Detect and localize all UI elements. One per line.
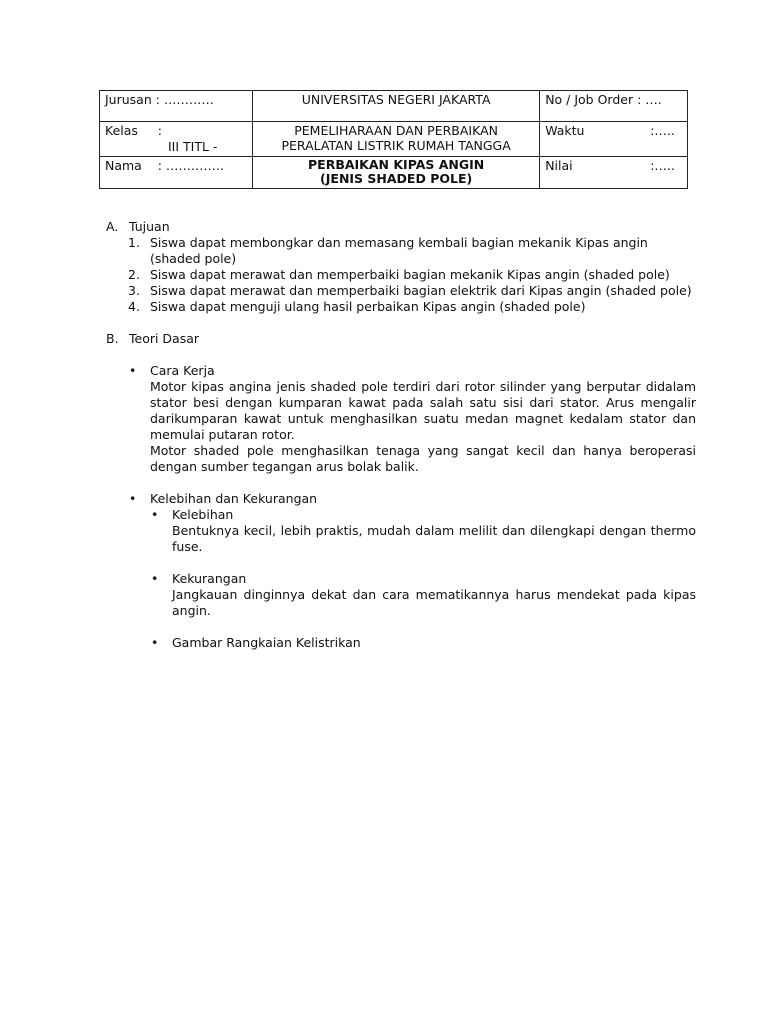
kelebihan-kekurangan-item	[128, 491, 696, 651]
objective-item-3	[128, 283, 696, 299]
section-b-title: Teori Dasar	[129, 331, 200, 346]
kelas-cell	[100, 122, 253, 157]
job-order-text: No / Job Order : ….	[545, 92, 662, 107]
kelebihan-item	[150, 507, 696, 555]
title-line2: (JENIS SHADED POLE)	[320, 171, 473, 186]
gambar-title: Gambar Rangkaian Kelistrikan	[172, 635, 361, 650]
course-line2: PERALATAN LISTRIK RUMAH TANGGA	[281, 138, 511, 153]
document-body	[106, 219, 696, 651]
kelas-label: Kelas :	[105, 123, 162, 138]
kekurangan-title: Kekurangan	[172, 571, 247, 586]
university-name: UNIVERSITAS NEGERI JAKARTA	[301, 92, 491, 107]
objective-num: 4.	[128, 299, 140, 314]
objective-num: 2.	[128, 267, 140, 282]
header-table	[99, 90, 688, 189]
bullet-icon: •	[151, 571, 159, 586]
kelebihan-kekurangan-title: Kelebihan dan Kekurangan	[150, 491, 318, 506]
kelebihan-text: Bentuknya kecil, lebih praktis, mudah dalam melilit dan dilengkapi dengan thermo fuse.	[172, 523, 696, 554]
waktu-value: :…..	[650, 123, 675, 138]
nilai-value: :…..	[650, 158, 675, 173]
cara-kerja-item	[128, 363, 696, 475]
section-a-heading	[106, 219, 696, 235]
kekurangan-item	[150, 571, 696, 619]
kekurangan-text: Jangkauan dinginnya dekat dan cara mematikannya harus mendekat pada kipas angin.	[172, 587, 696, 618]
job-order-cell	[540, 91, 688, 122]
section-b-heading	[106, 331, 696, 347]
cara-kerja-paragraph-2: Motor shaded pole menghasilkan tenaga yang sangat kecil dan hanya beroperasi dengan sumber tegangan arus bolak balik.	[150, 443, 696, 474]
course-line1: PEMELIHARAAN DAN PERBAIKAN	[294, 123, 499, 138]
university-cell	[253, 91, 540, 122]
objective-item-2	[128, 267, 696, 283]
cara-kerja-title: Cara Kerja	[150, 363, 215, 378]
nama-cell	[100, 157, 253, 189]
cara-kerja-paragraph-1: Motor kipas angina jenis shaded pole terdiri dari rotor silinder yang berputar didalam stator besi dengan kumparan kawat pada salah satu sisi dari stator. Arus mengalir darikumparan kawat untuk menghasilkan suatu medan magnet kedalam stator dan memulai putaran rotor.	[150, 379, 696, 442]
bullet-icon: •	[151, 635, 159, 650]
objective-item-4	[128, 299, 696, 315]
title-cell	[253, 157, 540, 189]
bullet-icon: •	[129, 363, 137, 378]
nilai-label: Nilai	[545, 158, 573, 173]
nama-text: Nama : …………..	[105, 158, 224, 173]
objective-text: Siswa dapat merawat dan memperbaiki bagian elektrik dari Kipas angin (shaded pole)	[150, 283, 692, 298]
objective-item-1	[128, 235, 696, 267]
waktu-label: Waktu	[545, 123, 585, 138]
objective-text: Siswa dapat menguji ulang hasil perbaikan Kipas angin (shaded pole)	[150, 299, 586, 314]
waktu-cell	[540, 122, 688, 157]
bullet-icon: •	[129, 491, 137, 506]
kelas-value: III TITL -	[168, 139, 218, 154]
objective-num: 3.	[128, 283, 140, 298]
objective-num: 1.	[128, 235, 140, 250]
jurusan-cell	[100, 91, 253, 122]
nilai-cell	[540, 157, 688, 189]
bullet-icon: •	[151, 507, 159, 522]
gambar-item	[150, 635, 696, 651]
section-a-letter: A.	[106, 219, 119, 234]
section-b-letter: B.	[106, 331, 119, 346]
course-cell	[253, 122, 540, 157]
objective-text: Siswa dapat merawat dan memperbaiki bagian mekanik Kipas angin (shaded pole)	[150, 267, 670, 282]
jurusan-text: Jurusan : …………	[105, 92, 214, 107]
objective-text: Siswa dapat membongkar dan memasang kembali bagian mekanik Kipas angin (shaded pole)	[150, 235, 648, 266]
title-line1: PERBAIKAN KIPAS ANGIN	[308, 157, 485, 172]
section-a-title: Tujuan	[129, 219, 170, 234]
kelebihan-title: Kelebihan	[172, 507, 234, 522]
